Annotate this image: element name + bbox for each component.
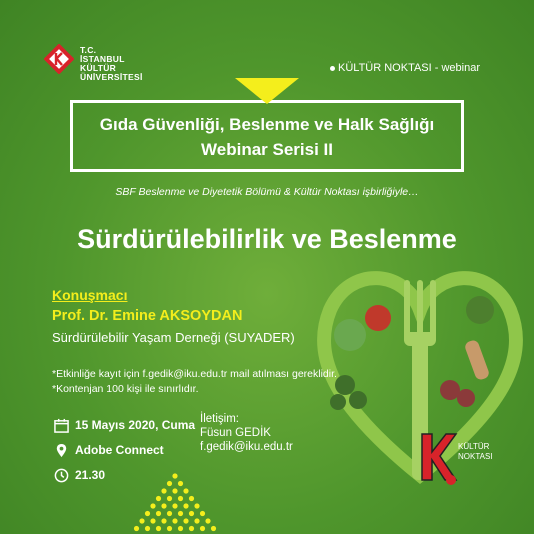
decor-dot	[167, 526, 172, 531]
capacity-note: *Kontenjan 100 kişi ile sınırlıdır.	[52, 383, 199, 395]
university-line: KÜLTÜR	[80, 63, 117, 73]
contact-name: Füsun GEDİK	[200, 427, 271, 439]
location-pin-icon	[54, 443, 69, 458]
decor-dot	[200, 511, 205, 516]
decor-dot	[167, 481, 172, 486]
decor-dot	[189, 496, 194, 501]
decor-dot	[150, 503, 155, 508]
speaker-heading: Konuşmacı	[52, 287, 128, 303]
decor-dot	[205, 518, 210, 523]
decor-dot	[194, 503, 199, 508]
decor-dot	[194, 518, 199, 523]
university-logo-icon	[44, 44, 74, 74]
event-date-text: 15 Mayıs 2020, Cuma	[75, 418, 196, 432]
university-line: ÜNİVERSİTESİ	[80, 72, 143, 82]
decor-dot	[211, 526, 216, 531]
event-date	[54, 418, 195, 433]
decor-dot	[167, 496, 172, 501]
calendar-icon	[54, 418, 69, 433]
decor-dot	[161, 503, 166, 508]
title-line-1: Gıda Güvenliği, Beslenme ve Halk Sağlığı	[99, 115, 435, 134]
kn-logo-line: NOKTASI	[458, 452, 493, 461]
bullet-icon	[330, 66, 335, 71]
event-time-text: 21.30	[75, 468, 106, 482]
decor-dot	[178, 481, 183, 486]
yellow-triangle-decoration	[235, 78, 299, 104]
decor-dot	[172, 488, 177, 493]
kn-logo-text	[458, 442, 493, 462]
speaker-name: Prof. Dr. Emine AKSOYDAN	[52, 308, 243, 324]
dot-pattern-decoration	[90, 470, 260, 534]
k-logo-icon	[418, 430, 458, 486]
decor-dot	[178, 511, 183, 516]
decor-dot	[189, 511, 194, 516]
kn-logo-line: KÜLTÜR	[458, 442, 490, 451]
main-title: Sürdürülebilirlik ve Beslenme	[77, 224, 457, 254]
decor-dot	[156, 511, 161, 516]
university-line: T.C.	[80, 45, 97, 55]
decor-dot	[200, 526, 205, 531]
title-line-2: Webinar Serisi II	[201, 140, 333, 159]
event-location-text: Adobe Connect	[75, 443, 164, 457]
decor-dot	[150, 518, 155, 523]
decor-dot	[145, 511, 150, 516]
registration-note: *Etkinliğe kayıt için f.gedik@iku.edu.tr mail atılması gereklidir.	[52, 368, 337, 380]
decor-dot	[183, 503, 188, 508]
contact-label: İletişim:	[200, 413, 239, 425]
speaker-organization: Sürdürülebilir Yaşam Derneği (SUYADER)	[52, 330, 295, 345]
kultur-noktasi-logo	[418, 430, 510, 490]
contact-email[interactable]: f.gedik@iku.edu.tr	[200, 441, 293, 453]
webinar-tag	[330, 62, 480, 74]
decor-dot	[161, 518, 166, 523]
decor-dot	[172, 473, 177, 478]
decor-dot	[172, 503, 177, 508]
decor-dot	[145, 526, 150, 531]
decor-dot	[156, 496, 161, 501]
clock-icon	[54, 468, 69, 483]
decor-dot	[134, 526, 139, 531]
university-name	[80, 46, 143, 82]
webinar-tag-text: KÜLTÜR NOKTASI - webinar	[337, 62, 480, 74]
event-location	[54, 443, 164, 458]
decor-dot	[178, 496, 183, 501]
decor-dot	[189, 526, 194, 531]
title-box	[70, 100, 464, 172]
collaboration-text: SBF Beslenme ve Diyetetik Bölümü & Kültür Noktası işbirliğiyle…	[115, 186, 419, 198]
university-line: İSTANBUL	[80, 54, 125, 64]
decor-dot	[156, 526, 161, 531]
contact-block	[200, 412, 293, 454]
decor-dot	[183, 518, 188, 523]
decor-dot	[178, 526, 183, 531]
decor-dot	[183, 488, 188, 493]
decor-dot	[139, 518, 144, 523]
decor-dot	[161, 488, 166, 493]
decor-dot	[167, 511, 172, 516]
decor-dot	[172, 518, 177, 523]
